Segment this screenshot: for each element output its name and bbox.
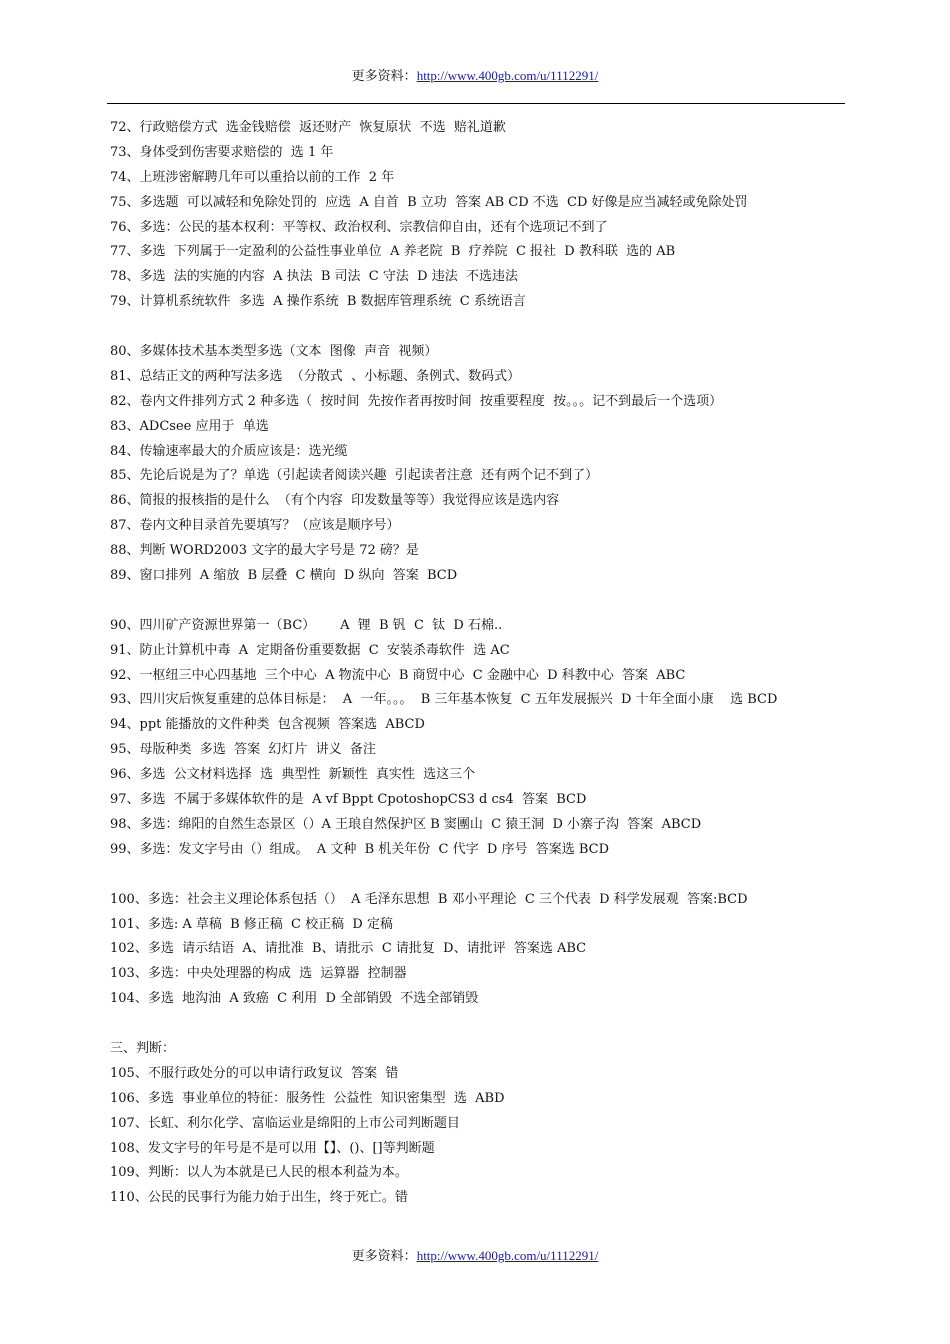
question-line: 72、行政赔偿方式 选金钱赔偿 返还财产 恢复原状 不选 赔礼道歉 bbox=[110, 120, 506, 135]
question-line: 97、多选 不属于多媒体软件的是 A vf Bppt CpotoshopCS3 d cs4 答案 BCD bbox=[110, 792, 587, 808]
page-footer bbox=[0, 1248, 950, 1265]
question-line: 85、先论后说是为了？单选（引起读者阅读兴趣 引起读者注意 还有两个记不到了） bbox=[110, 468, 599, 484]
question-line: 88、判断 WORD2003 文字的最大字号是 72 磅？是 bbox=[110, 543, 419, 559]
question-group-72-79 bbox=[110, 116, 845, 315]
question-line: 74、上班涉密解聘几年可以重拾以前的工作 2 年 bbox=[110, 169, 395, 185]
question-line: 93、四川灾后恢复重建的总体目标是： A 一年。。。 B 三年基本恢复 C 五年发展振兴 D 十年全面小康 选 BCD bbox=[110, 692, 778, 708]
question-group-judgment bbox=[110, 1037, 845, 1211]
question-group-90-99 bbox=[110, 614, 845, 863]
header-link[interactable]: http://www.400gb.com/u/1112291/ bbox=[416, 68, 599, 83]
question-line: 109、判断：以人为本就是已人民的根本利益为本。 bbox=[110, 1165, 408, 1181]
blank-line bbox=[110, 1012, 845, 1037]
question-line: 77、多选 下列属于一定盈利的公益性事业单位 A 养老院 B 疗养院 C 报社 D 教科联 选的 AB bbox=[110, 244, 676, 260]
question-line: 100、多选：社会主义理论体系包括（） A 毛泽东思想 B 邓小平理论 C 三个代表 D 科学发展观 答案:BCD bbox=[110, 891, 748, 907]
question-line: 96、多选 公文材料选择 选 典型性 新颖性 真实性 选这三个 bbox=[110, 767, 476, 783]
question-line: 95、母版种类 多选 答案 幻灯片 讲义 备注 bbox=[110, 742, 376, 758]
question-line: 73、身体受到伤害要求赔偿的 选 1 年 bbox=[110, 144, 334, 160]
question-line: 106、多选 事业单位的特征：服务性 公益性 知识密集型 选 ABD bbox=[110, 1090, 505, 1106]
question-line: 81、总结正文的两种写法多选 （分散式 、小标题、条例式、数码式） bbox=[110, 368, 521, 384]
question-line: 80、多媒体技术基本类型多选（文本 图像 声音 视频） bbox=[110, 344, 438, 360]
question-line: 89、窗口排列 A 缩放 B 层叠 C 横向 D 纵向 答案 BCD bbox=[110, 568, 458, 584]
question-line: 110、公民的民事行为能力始于出生，终于死亡。错 bbox=[110, 1190, 408, 1206]
question-line: 99、多选：发文字号由（）组成。 A 文种 B 机关年份 C 代字 D 序号 答案选 BCD bbox=[110, 841, 610, 857]
question-line: 105、不服行政处分的可以申请行政复议 答案 错 bbox=[110, 1065, 399, 1081]
blank-line bbox=[110, 589, 845, 614]
question-line: 107、长虹、利尔化学、富临运业是绵阳的上市公司判断题目 bbox=[110, 1115, 460, 1131]
question-line: 83、ADCsee 应用于 单选 bbox=[110, 418, 269, 434]
question-line: 108、发文字号的年号是不是可以用【】、()、[]等判断题 bbox=[110, 1140, 435, 1156]
question-line: 98、多选：绵阳的自然生态景区（）A 王琅自然保护区 B 窦團山 C 猿王洞 D 小寨子沟 答案 ABCD bbox=[110, 816, 702, 832]
header-label: 更多资料： bbox=[351, 69, 417, 84]
footer-link[interactable]: http://www.400gb.com/u/1112291/ bbox=[416, 1248, 599, 1263]
question-line: 78、多选 法的实施的内容 A 执法 B 司法 C 守法 D 违法 不选违法 bbox=[110, 269, 518, 285]
question-group-80-89 bbox=[110, 340, 845, 589]
question-group-100-104 bbox=[110, 888, 845, 1012]
question-line: 84、传输速率最大的介质应该是：选光缆 bbox=[110, 443, 348, 459]
question-line: 91、防止计算机中毒 A 定期备份重要数据 C 安装杀毒软件 选 AC bbox=[110, 642, 510, 658]
question-line: 92、一枢纽三中心四基地 三个中心 A 物流中心 B 商贸中心 C 金融中心 D 科教中心 答案 ABC bbox=[110, 667, 686, 683]
section-heading: 三、判断： bbox=[110, 1040, 176, 1056]
question-line: 79、计算机系统软件 多选 A 操作系统 B 数据库管理系统 C 系统语言 bbox=[110, 294, 526, 310]
footer-label: 更多资料： bbox=[351, 1249, 417, 1264]
question-line: 75、多选题 可以减轻和免除处罚的 应选 A 自首 B 立功 答案 AB CD 不选 CD 好像是应当减轻或免除处罚 bbox=[110, 194, 748, 210]
question-line: 90、四川矿产资源世界第一（BC） A 锂 B 钒 C 钛 D 石棉.. bbox=[110, 617, 503, 633]
question-line: 104、多选 地沟油 A 致癌 C 利用 D 全部销毁 不选全部销毁 bbox=[110, 991, 479, 1007]
question-line: 76、多选：公民的基本权利：平等权、政治权利、宗教信仰自由，还有个选项记不到了 bbox=[110, 219, 608, 235]
question-line: 94、ppt 能播放的文件种类 包含视频 答案选 ABCD bbox=[110, 717, 425, 733]
blank-line bbox=[110, 863, 845, 888]
question-line: 86、简报的报核指的是什么 （有个内容 印发数量等等）我觉得应该是选内容 bbox=[110, 493, 560, 509]
question-line: 103、多选：中央处理器的构成 选 运算器 控制器 bbox=[110, 966, 407, 982]
question-line: 87、卷内文种目录首先要填写？（应该是顺序号） bbox=[110, 518, 400, 534]
question-line: 102、多选 请示结语 A、请批准 B、请批示 C 请批复 D、请批评 答案选 ABC bbox=[110, 941, 587, 957]
document-body bbox=[110, 116, 845, 1211]
blank-line bbox=[110, 315, 845, 340]
question-line: 101、多选: A 草稿 B 修正稿 C 校正稿 D 定稿 bbox=[110, 916, 393, 932]
page-header bbox=[0, 68, 950, 85]
question-line: 82、卷内文件排列方式 2 种多选（ 按时间 先按作者再按时间 按重要程度 按。。。记不到最后一个选项） bbox=[110, 393, 723, 409]
header-divider bbox=[107, 103, 845, 104]
